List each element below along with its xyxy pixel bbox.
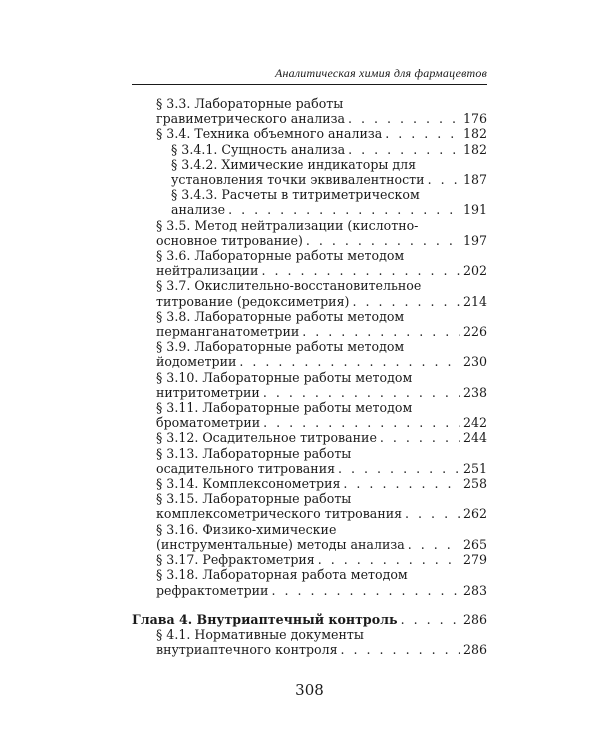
dot-leader <box>239 354 460 369</box>
toc-page-number: 251 <box>462 460 487 476</box>
page-number: 308 <box>295 681 324 699</box>
toc-entry-title-line: § 3.4.1. Сущность анализа <box>171 141 346 157</box>
dot-leader <box>428 172 460 187</box>
toc-entry-title-line: § 3.18. Лабораторная работа методом <box>156 567 408 583</box>
toc-entry-title-line: гравиметрического анализа <box>156 111 345 127</box>
table-of-contents <box>132 96 487 657</box>
toc-entry-title-line: § 3.10. Лабораторные работы методом <box>156 369 413 385</box>
toc-entry-title-line: § 3.4.2. Химические индикаторы для <box>171 156 417 172</box>
toc-entry <box>132 491 487 521</box>
dot-leader <box>348 111 460 126</box>
toc-page-number: 226 <box>462 324 487 340</box>
toc-entry <box>132 126 487 141</box>
toc-entry-last-line <box>156 430 487 445</box>
toc-page-number: 244 <box>462 430 487 446</box>
toc-page-number: 182 <box>462 126 487 142</box>
toc-entry-title-line: § 3.3. Лабораторные работы <box>156 96 344 111</box>
dot-leader <box>405 506 460 521</box>
dot-leader <box>306 233 460 248</box>
dot-leader <box>341 642 460 657</box>
toc-entry-title-line: титрование (редоксиметрия) <box>156 293 350 309</box>
toc-entry-last-line <box>156 642 487 657</box>
dot-leader <box>263 415 460 430</box>
toc-entry-last-line <box>156 506 487 521</box>
toc-entry <box>132 400 487 430</box>
dot-leader <box>343 476 460 491</box>
toc-entry-title-line: § 3.11. Лабораторные работы методом <box>156 400 413 416</box>
toc-page-number: 176 <box>462 111 487 127</box>
toc-entry-last-line <box>156 111 487 126</box>
toc-entry <box>132 522 487 552</box>
toc-entry-title-line: § 3.6. Лабораторные работы методом <box>156 248 405 264</box>
toc-entry-last-line <box>156 385 487 400</box>
dot-leader <box>318 552 460 567</box>
toc-entry-title-line: § 3.7. Окислительно-восстановительное <box>156 278 422 294</box>
dot-leader <box>352 294 460 309</box>
toc-entry-title-line: § 3.5. Метод нейтрализации (кислотно- <box>156 217 419 233</box>
toc-entry-last-line <box>156 233 487 248</box>
toc-entry <box>132 370 487 400</box>
toc-entry-last-line <box>171 172 487 187</box>
toc-page-number: 286 <box>462 642 487 658</box>
toc-entry <box>132 446 487 476</box>
toc-entry-title-line: Глава 4. Внутриаптечный контроль <box>132 611 398 627</box>
toc-entry-last-line <box>156 537 487 552</box>
toc-entry-title-line: § 3.4.3. Расчеты в титриметрическом <box>171 187 420 203</box>
toc-page-number: 242 <box>462 415 487 431</box>
toc-entry <box>132 339 487 369</box>
toc-entry-title-line: § 3.12. Осадительное титрование <box>156 430 377 446</box>
toc-page-number: 238 <box>462 384 487 400</box>
toc-entry <box>132 552 487 567</box>
toc-entry-title-line: основное титрование) <box>156 232 303 248</box>
toc-entry-title-line: § 3.16. Физико-химические <box>156 521 337 537</box>
toc-page-number: 191 <box>462 202 487 218</box>
toc-page-number: 182 <box>462 141 487 157</box>
toc-page-number: 262 <box>462 506 487 522</box>
toc-entry-title-line: установления точки эквивалентности <box>171 172 425 188</box>
dot-leader <box>261 263 460 278</box>
toc-entry <box>132 187 487 217</box>
toc-entry-title-line: йодометрии <box>156 354 237 370</box>
toc-entry-title-line: осадительного титрования <box>156 460 336 476</box>
toc-entry <box>132 142 487 157</box>
toc-entry-title-line: (инструментальные) методы анализа <box>156 536 405 552</box>
dot-leader <box>348 142 460 157</box>
toc-entry <box>132 567 487 597</box>
toc-page-number: 230 <box>462 354 487 370</box>
toc-entry <box>132 278 487 308</box>
toc-entry-last-line <box>171 202 487 217</box>
toc-entry-last-line <box>156 552 487 567</box>
toc-entry-title-line: § 3.15. Лабораторные работы <box>156 491 352 507</box>
toc-page-number: 279 <box>462 552 487 568</box>
toc-entry-last-line <box>156 476 487 491</box>
toc-entry-title-line: перманганатометрии <box>156 324 300 340</box>
toc-entry-title-line: рефрактометрии <box>156 582 269 598</box>
toc-entry-title-line: § 3.17. Рефрактометрия <box>156 552 315 568</box>
toc-entry <box>132 309 487 339</box>
toc-entry-title-line: броматометрии <box>156 415 261 431</box>
toc-entry-title-line: § 3.13. Лабораторные работы <box>156 445 352 461</box>
dot-leader <box>338 461 460 476</box>
toc-entry-title-line: нейтрализации <box>156 263 259 279</box>
toc-entry-last-line <box>156 583 487 598</box>
toc-entry-last-line <box>156 126 487 141</box>
toc-entry-last-line <box>156 461 487 476</box>
toc-entry-title-line: анализе <box>171 202 226 218</box>
toc-entry <box>132 430 487 445</box>
toc-page-number: 214 <box>462 293 487 309</box>
toc-entry-title-line: нитритометрии <box>156 384 260 400</box>
toc-entry <box>132 627 487 657</box>
dot-leader <box>302 324 460 339</box>
toc-page-number: 258 <box>462 476 487 492</box>
header-rule <box>132 84 487 85</box>
dot-leader <box>271 583 460 598</box>
toc-entry <box>132 248 487 278</box>
toc-entry <box>132 157 487 187</box>
toc-page-number: 197 <box>462 232 487 248</box>
dot-leader <box>380 430 460 445</box>
dot-leader <box>408 537 460 552</box>
toc-entry <box>132 218 487 248</box>
dot-leader <box>263 385 460 400</box>
toc-entry-title-line: § 4.1. Нормативные документы <box>156 626 364 642</box>
toc-entry-last-line <box>156 324 487 339</box>
running-head: Аналитическая химия для фармацевтов <box>274 66 487 80</box>
toc-page-number: 202 <box>462 263 487 279</box>
toc-entry-last-line <box>156 263 487 278</box>
toc-page-number: 187 <box>462 172 487 188</box>
toc-chapter-entry <box>132 612 487 627</box>
toc-page-number: 283 <box>462 582 487 598</box>
dot-leader <box>228 202 460 217</box>
toc-entry-title-line: § 3.9. Лабораторные работы методом <box>156 339 405 355</box>
toc-entry <box>132 476 487 491</box>
toc-entry-title-line: § 3.14. Комплексонометрия <box>156 476 341 492</box>
toc-entry-last-line <box>156 354 487 369</box>
toc-entry-title-line: § 3.8. Лабораторные работы методом <box>156 308 405 324</box>
toc-entry-last-line <box>171 142 487 157</box>
dot-leader <box>401 612 460 627</box>
toc-entry <box>132 96 487 126</box>
toc-page-number: 286 <box>462 611 487 627</box>
toc-entry-title-line: § 3.4. Техника объемного анализа <box>156 126 383 142</box>
dot-leader <box>385 126 460 141</box>
toc-page-number: 265 <box>462 536 487 552</box>
toc-entry-title-line: внутриаптечного контроля <box>156 642 338 658</box>
toc-entry-title-line: комплексометрического титрования <box>156 506 403 522</box>
toc-entry-last-line <box>132 612 487 627</box>
toc-entry-last-line <box>156 294 487 309</box>
toc-entry-last-line <box>156 415 487 430</box>
